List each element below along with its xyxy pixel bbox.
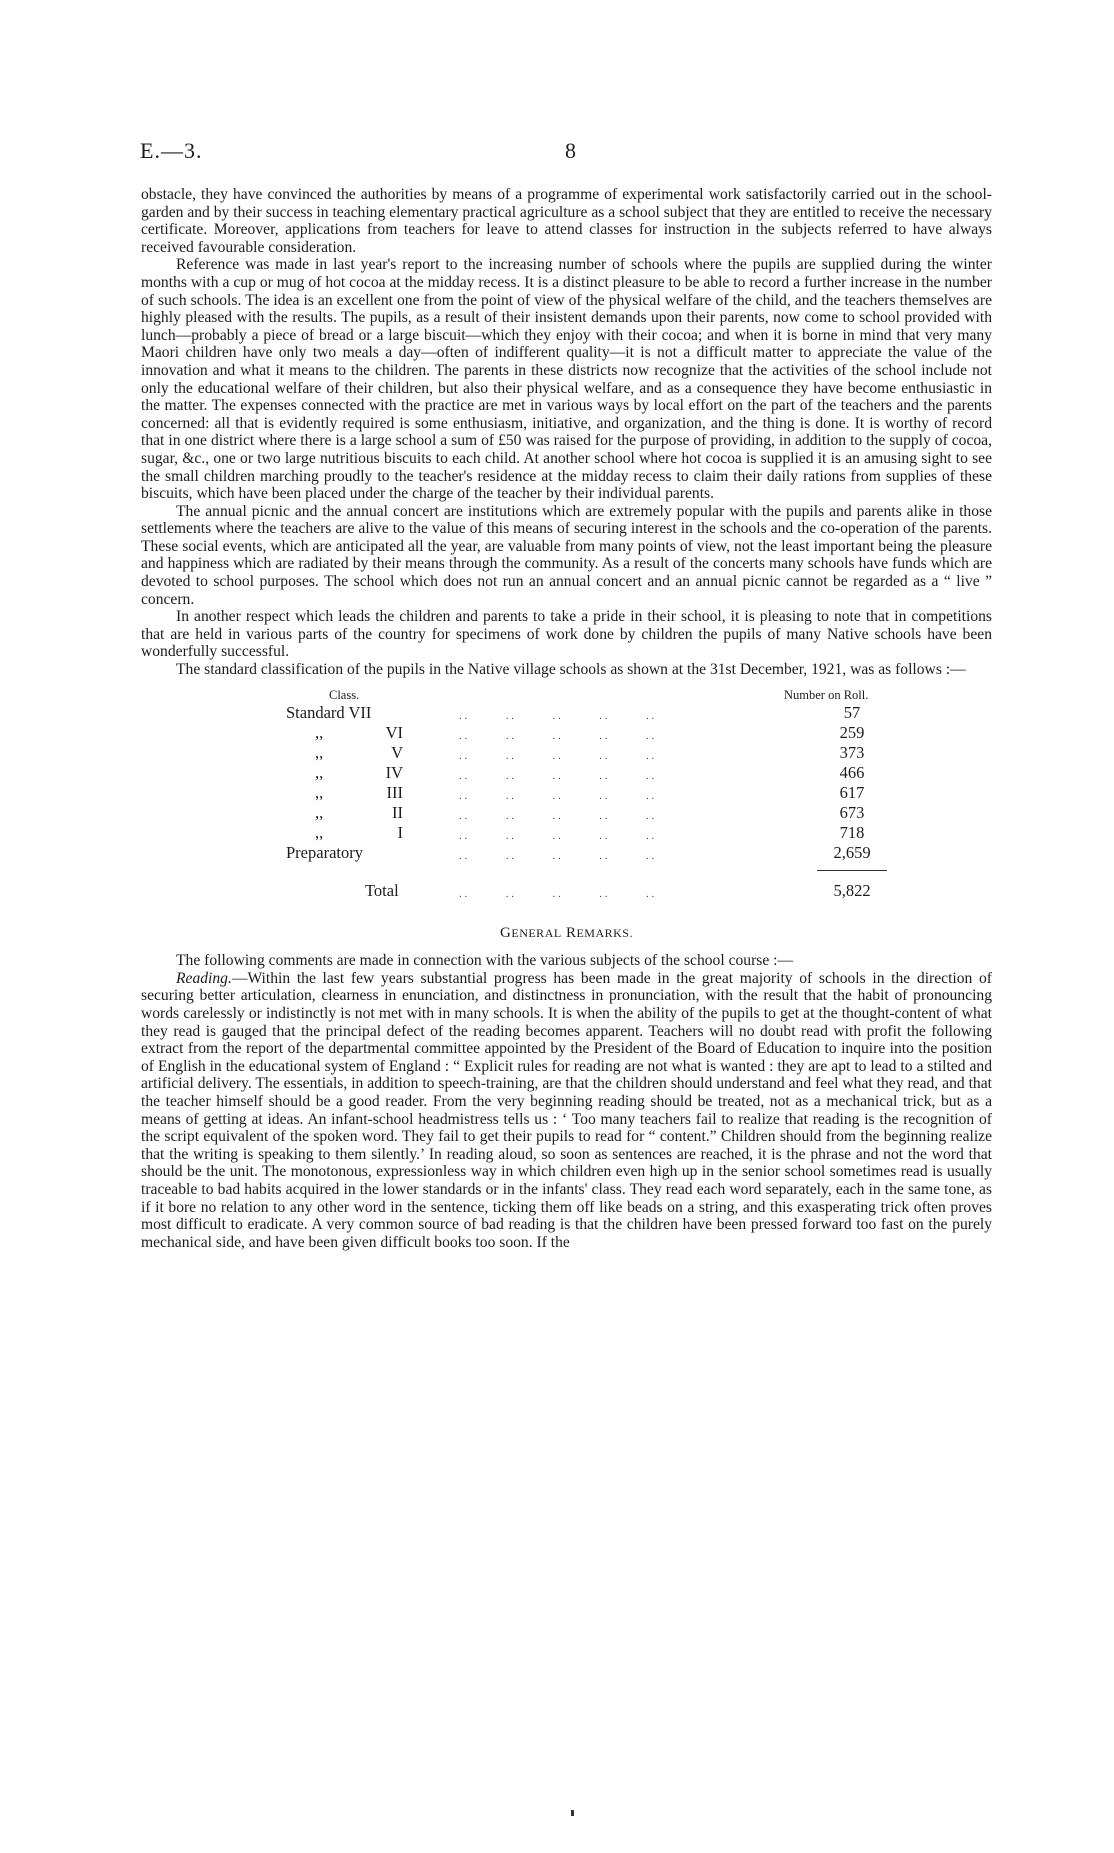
column-header-class: Class. <box>329 687 360 702</box>
leader-dots: . . . . . . . . . . <box>459 829 655 842</box>
leader-dots: . . . . . . . . . . <box>459 769 655 782</box>
section-heading: GENERAL REMARKS. <box>500 924 633 941</box>
total-rule <box>817 870 887 871</box>
page-number: 8 <box>565 138 576 163</box>
row-label: V <box>391 742 403 762</box>
leader-dots: . . . . . . . . . . <box>459 887 655 900</box>
paragraph-2: Reference was made in last year's report to the increasing number of schools where the pupils are supplied during the winter months with a cup or mug of hot cocoa at the midday recess. It is a distinct pleasure to be able to record a further increase in the number of such schools. The idea is an excellent one from the point of view of the physical welfare of the child, and the teachers themselves are highly pleased with the results. The pupils, as a result of their insistent demands upon their parents, now come to school provided with lunch—probably a piece of bread or a large biscuit—which they enjoy with their cocoa; and when it is borne in mind that very many Maori children have only two meals a day—often of indifferent quality—it is not a difficult matter to appreciate the value of the innovation and what it means to the children. The parents in these districts now recognize that the activities of the school include not only the educational welfare of their children, but also their physical welfare, and as a consequence they have become enthusiastic in the matter. The expenses connected with the practice are met in various ways by local effort on the part of the teachers and the parents concerned: all that is evidently required is some enthusiasm, initiative, and organization, and the thing is done. It is worthy of record that in one district where there is a large school a sum of £50 was raised for the purpose of providing, in addition to the supply of cocoa, sugar, &c., one or two large nutritious biscuits to each child. At another school where hot cocoa is supplied it is an amusing sight to see the small children marching proudly to the teacher's residence at the midday recess to claim their daily rations from supplies of these biscuits, which have been placed under the charge of the teacher by their individual parents. <box>141 256 992 503</box>
table-row <box>141 824 992 844</box>
ditto-mark: ,, <box>315 782 324 802</box>
leader-dots: . . . . . . . . . . <box>459 809 655 822</box>
row-value: 466 <box>839 762 865 782</box>
leader-dots: . . . . . . . . . . <box>459 729 655 742</box>
paragraph-4: In another respect which leads the children and parents to take a pride in their school, it is pleasing to note that in competitions that are held in various parts of the country for specimens of work done by children the pupils of many Native schools have been wonderfully successful. <box>141 608 992 661</box>
table-row <box>141 804 992 824</box>
paragraph-5: The standard classification of the pupils in the Native village schools as shown at the 31st December, 1921, was as follows :— <box>176 661 966 679</box>
row-value: 57 <box>843 702 861 722</box>
remarks-intro: The following comments are made in connection with the various subjects of the school course :— <box>176 952 794 970</box>
paragraph-1: obstacle, they have convinced the authorities by means of a programme of experimental work satisfactorily carried out in the school-garden and by their success in teaching elementary practical agriculture as a school subject that they are entitled to receive the necessary certificate. Moreover, applications from teachers for leave to attend classes for instruction in the subjects referred to have always received favourable consideration. <box>141 186 992 256</box>
row-label: I <box>397 822 403 842</box>
leader-dots: . . . . . . . . . . <box>459 709 655 722</box>
row-label: Preparatory <box>286 842 363 862</box>
row-value: 617 <box>839 782 865 802</box>
ditto-mark: ,, <box>315 742 324 762</box>
total-row <box>141 882 992 902</box>
row-label: Standard VII <box>286 702 372 722</box>
row-value: 673 <box>839 802 865 822</box>
column-header-number: Number on Roll. <box>784 687 869 702</box>
leader-dots: . . . . . . . . . . <box>459 789 655 802</box>
total-value: 5,822 <box>833 880 871 900</box>
classification-table <box>141 687 992 919</box>
print-speck <box>571 1810 574 1816</box>
row-label: IV <box>385 762 403 782</box>
ditto-mark: ,, <box>315 722 324 742</box>
row-value: 373 <box>839 742 865 762</box>
ditto-mark: ,, <box>315 802 324 822</box>
leader-dots: . . . . . . . . . . <box>459 849 655 862</box>
table-row <box>141 784 992 804</box>
ditto-mark: ,, <box>315 822 324 842</box>
table-row <box>141 764 992 784</box>
reading-text: —Within the last few years substantial progress has been made in the great majority of schools in the direction of securing better articulation, clearness in enunciation, and distinctness in pronunciation, with the result that the habit of pronouncing words carelessly or indistinctly is not met with in many schools. It is when the ability of the pupils to get at the thought-content of what they read is gauged that the principal defect of the reading becomes apparent. Teachers will no doubt read with profit the following extract from the report of the departmental committee appointed by the President of the Board of Education to inquire into the position of English in the educational system of England : “ Explicit rules for reading are not what is wanted : they are apt to lead to a stilted and artificial delivery. The essentials, in addition to speech-training, are that the children should understand and feel what they read, and that the teacher himself should be a good reader. From the very beginning reading should be treated, not as a mechanical trick, but as a means of getting at ideas. An infant-school headmistress tells us : ‘ Too many teachers fail to realize that reading is the recognition of the script equivalent of the spoken word. They fail to get their pupils to read for “ content.” Children should from the beginning realize that the writing is speaking to them silently.’ In reading aloud, so soon as sentences are reached, it is the phrase and not the word that should be the unit. The monotonous, expressionless way in which children even high up in the senior school sometimes read is usually traceable to bad habits acquired in the lower standards or in the infants' class. They read each word separately, each in the same tone, as if it bore no relation to any other word in the sentence, ticking them off like beads on a string, and this exasperating trick often proves most difficult to eradicate. A very common source of bad reading is that the children have been pressed forward too fast on the purely mechanical side, and have been given difficult books too soon. If the <box>141 969 992 1251</box>
row-label: VI <box>385 722 403 742</box>
reading-paragraph <box>141 970 992 1252</box>
page-body <box>141 186 992 1251</box>
row-value: 259 <box>839 722 865 742</box>
table-row <box>141 724 992 744</box>
table-row <box>141 744 992 764</box>
row-label: III <box>386 782 403 802</box>
row-value: 2,659 <box>833 842 871 862</box>
row-label: II <box>392 802 403 822</box>
paragraph-3: The annual picnic and the annual concert are institutions which are extremely popular with the pupils and parents alike in those settlements where the teachers are alive to the value of this means of securing interest in the schools and the co-operation of the parents. These social events, which are anticipated all the year, are valuable from many points of view, not the least important being the pleasure and happiness which are radiated by their means through the community. As a result of the concerts many schools have funds which are devoted to school purposes. The school which does not run an annual concert and an annual picnic cannot be regarded as a “ live ” concern. <box>141 502 992 608</box>
row-value: 718 <box>839 822 865 842</box>
ditto-mark: ,, <box>315 762 324 782</box>
leader-dots: . . . . . . . . . . <box>459 749 655 762</box>
report-reference: E.—3. <box>140 138 203 163</box>
table-row <box>141 704 992 724</box>
total-label: Total <box>365 880 399 900</box>
reading-label: Reading. <box>176 969 232 987</box>
table-row <box>141 844 992 864</box>
